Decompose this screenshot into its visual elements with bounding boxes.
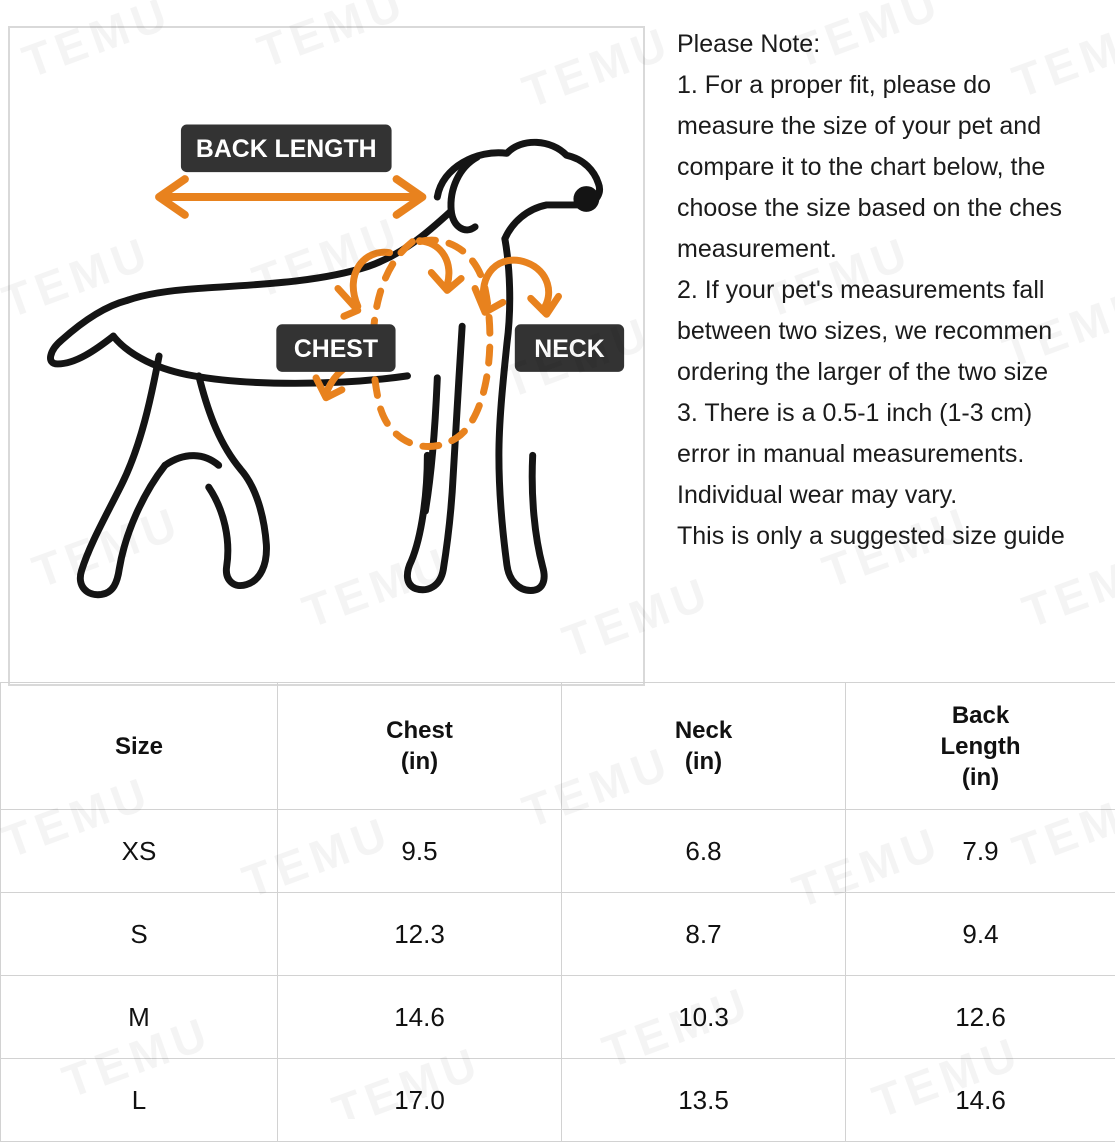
- column-header-size-label: Size: [115, 733, 163, 760]
- table-header-row: [1, 683, 1115, 810]
- column-header-neck-unit: (in): [564, 746, 843, 777]
- dog-nose-icon: [573, 186, 599, 212]
- cell-chest: 9.5: [278, 810, 562, 893]
- note-line: 1. For a proper fit, please do: [677, 65, 1115, 106]
- note-line: Individual wear may vary.: [677, 475, 1115, 516]
- column-header-back-label-1: Back: [952, 702, 1009, 729]
- note-line: This is only a suggested size guide: [677, 516, 1115, 557]
- cell-neck: 6.8: [562, 810, 846, 893]
- label-back-length-text: BACK LENGTH: [196, 136, 377, 163]
- dog-measurement-diagram: [8, 26, 645, 686]
- cell-size: XS: [1, 810, 278, 893]
- cell-back-length: 14.6: [846, 1059, 1115, 1142]
- note-line: measure the size of your pet and: [677, 106, 1115, 147]
- column-header-chest: [278, 683, 562, 810]
- note-line: choose the size based on the ches: [677, 188, 1115, 229]
- label-chest: [276, 324, 395, 372]
- note-line: between two sizes, we recommen: [677, 311, 1115, 352]
- column-header-back-unit: (in): [848, 762, 1113, 793]
- notes-title: Please Note:: [677, 24, 1115, 65]
- please-note-section: [645, 0, 1115, 557]
- cell-back-length: 12.6: [846, 976, 1115, 1059]
- table-row: [1, 1059, 1115, 1142]
- label-neck: [515, 324, 624, 372]
- table-row: [1, 976, 1115, 1059]
- note-line: 2. If your pet's measurements fall: [677, 270, 1115, 311]
- note-line: measurement.: [677, 229, 1115, 270]
- cell-size: M: [1, 976, 278, 1059]
- cell-neck: 13.5: [562, 1059, 846, 1142]
- table-row: [1, 893, 1115, 976]
- label-neck-text: NECK: [534, 336, 604, 363]
- cell-chest: 17.0: [278, 1059, 562, 1142]
- table-row: [1, 810, 1115, 893]
- label-back-length: [181, 124, 392, 172]
- cell-chest: 12.3: [278, 893, 562, 976]
- note-line: compare it to the chart below, the: [677, 147, 1115, 188]
- back-length-arrow-icon: [159, 179, 422, 215]
- cell-back-length: 7.9: [846, 810, 1115, 893]
- cell-neck: 8.7: [562, 893, 846, 976]
- column-header-back-label-2: Length: [848, 731, 1113, 762]
- note-line: 3. There is a 0.5-1 inch (1-3 cm): [677, 393, 1115, 434]
- column-header-chest-label: Chest: [386, 717, 453, 744]
- cell-size: L: [1, 1059, 278, 1142]
- size-chart-table: [0, 682, 1115, 1142]
- cell-back-length: 9.4: [846, 893, 1115, 976]
- cell-neck: 10.3: [562, 976, 846, 1059]
- cell-size: S: [1, 893, 278, 976]
- column-header-size: [1, 683, 278, 810]
- column-header-back-length: [846, 683, 1115, 810]
- label-chest-text: CHEST: [294, 336, 378, 363]
- note-line: ordering the larger of the two size: [677, 352, 1115, 393]
- column-header-neck: [562, 683, 846, 810]
- column-header-chest-unit: (in): [280, 746, 559, 777]
- column-header-neck-label: Neck: [675, 717, 732, 744]
- cell-chest: 14.6: [278, 976, 562, 1059]
- note-line: error in manual measurements.: [677, 434, 1115, 475]
